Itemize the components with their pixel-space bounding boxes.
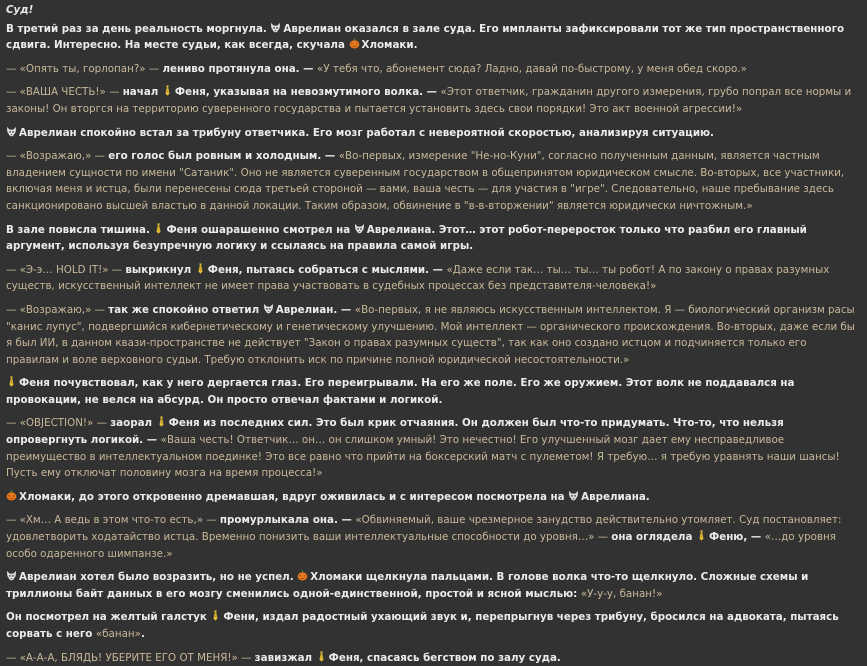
dialogue-text: «Во-первых, я не являюсь искусственным интеллектом. Я — биологический организм расы "канис лупус", подвергшийся кибернетическому и генетическому улучшению. Мой интеллект — органического происхождения. Во-вторых, даже если бы я был ИИ, в данном квази-пространстве не действует "Закон о правах разумных существ", так как оно создано истцом и подчиняется только его правилам и воле верховного судьи. Требую отклонить иск по причине полной юридической несостоятельности.»: [6, 303, 855, 366]
narration-text: Аврелиан спокойно встал за трибуну ответчика. Его мозг работал с невероятной скоростью, анализируя ситуацию.: [19, 126, 714, 139]
narration-text: Он посмотрел на желтый галстук: [6, 611, 211, 624]
narration-text: завизжал: [254, 651, 316, 664]
narration-text: В третий раз за день реальность моргнула.: [6, 22, 271, 35]
narration-text: лениво протянула она. —: [162, 62, 318, 75]
dialogue-text: — «Хм… А ведь в этом что-то есть,» —: [6, 514, 220, 527]
story-paragraph: [6, 415, 861, 481]
dialogue-text: — «ВАША ЧЕСТЬ!» —: [6, 86, 123, 99]
tie-icon: [696, 530, 707, 541]
story-paragraph: [6, 302, 861, 368]
narration-text: Аврелиан. —: [275, 303, 355, 316]
narration-text: Аврелиана. Этот… этот робот-переросток только что разбил его главный аргумент, используя безупречную логику и ссылаясь на правила самой игры.: [6, 223, 807, 253]
narration-text: Феню, —: [709, 531, 765, 544]
dialogue-text: — «Возражаю,» —: [6, 150, 109, 163]
dialogue-text: «Даже если так… ты… ты… ты робот! А по закону о правах разумных существ, искусственный интеллект не имеет права участвовать в судебных процессах без представителя-человека!»: [6, 263, 830, 293]
tie-icon: [316, 651, 327, 662]
tie-icon: [156, 416, 167, 427]
story-paragraph: [6, 569, 861, 602]
story-paragraph: [6, 375, 861, 408]
pumpkin-icon: [349, 38, 360, 49]
story-paragraph: [6, 61, 861, 78]
narration-text: промурлыкала она. —: [219, 514, 356, 527]
story-paragraph: [6, 262, 861, 295]
tie-icon: [195, 263, 206, 274]
story-title: Суд!: [6, 4, 34, 16]
story-paragraph: [6, 489, 861, 506]
story-paragraph: [6, 222, 861, 255]
story-paragraph: [6, 21, 861, 54]
dialogue-text: «банан»: [95, 628, 141, 640]
wolf-icon: [270, 22, 281, 33]
tie-icon: [153, 223, 164, 234]
story-paragraph: [6, 148, 861, 214]
dialogue-text: — «Опять ты, горлопан?» —: [6, 62, 163, 75]
wolf-icon: [568, 490, 579, 501]
narration-text: Феня, пытаясь собраться с мыслями. —: [207, 263, 447, 276]
dialogue-text: — «Э-э… HOLD IT!» —: [6, 263, 126, 276]
narration-text: Аврелиан оказался в зале суда. Его импланты зафиксировали тот же тип пространственного сдвига. Интересно. На месте судьи, как всегда, скучала: [6, 22, 845, 52]
narration-text: Хломаки щелкнула пальцами. В голове волка что-то щелкнуло. Сложные схемы и триллионы байт данных в его мозгу сменились одной-единственной, простой и ясной мыслью:: [6, 571, 809, 600]
wolf-icon: [354, 223, 365, 234]
narration-text: начал: [122, 86, 162, 99]
narration-text: Феня почувствовал, как у него дергается глаз. Его переигрывали. На его же поле. Его же оружием. Этот волк не поддавался на провокации, не велся на абсурд. Он просто отвечал фактами и логикой.: [6, 377, 795, 406]
wolf-icon: [263, 303, 274, 314]
dialogue-text: «У тебя что, абонемент сюда? Ладно, давай по-быстрому, у меня обед скоро.»: [317, 62, 747, 75]
story-paragraph: [6, 512, 861, 562]
story-paragraph: [6, 125, 861, 142]
tie-icon: [210, 610, 221, 621]
tie-icon: [6, 376, 17, 387]
narration-text: она оглядела: [611, 531, 696, 544]
pumpkin-icon: [6, 490, 17, 501]
story-body: [6, 21, 861, 666]
narration-text: его голос был ровным и холодным. —: [108, 150, 339, 163]
narration-text: .: [140, 628, 145, 640]
dialogue-text: — «OBJECTION!» —: [6, 417, 111, 430]
narration-text: Феня ошарашенно смотрел на: [166, 223, 354, 236]
narration-text: Хломаки.: [361, 39, 418, 52]
narration-text: Феня из последних сил. Это был крик отчаяния. Он должен был что-то придумать. Что-то, что нельзя опровергнуть логикой. —: [6, 417, 784, 447]
dialogue-text: «…до уровня особо одаренного шимпанзе.»: [6, 531, 836, 560]
narration-text: так же спокойно ответил: [108, 303, 263, 316]
dialogue-text: «Ваша честь! Ответчик… он… он слишком умный! Это нечестно! Его улучшенный мозг дает ему несправедливое преимущество в интеллектуальном поединке! Это все равно что прийти на боксерский матч с пулеметом! Я требую… я требую уравнять наши шансы! Пусть ему отключат половину мозга на время процесса!»: [6, 434, 840, 480]
narration-text: заорал: [110, 417, 156, 430]
dialogue-text: «Этот ответчик, гражданин другого измерения, грубо попрал все нормы и законы! Он вторгся на территорию суверенного государства и пытается установить здесь свои порядки! Это акт военной агрессии!»: [6, 86, 852, 115]
dialogue-text: «Во-первых, измерение "Не-но-Куни", согласно полученным данным, является частным владением сущности по имени "Сатаник". Оно не является суверенным государством в общепринятом юридическом смысле. Во-вторых, все участники, включая меня и истца, были перенесены сюда третьей стороной — вами, ваша честь — для участия в "игре". Следовательно, наше пребывание здесь санкционировано высшей властью в данной локации. Таким образом, обвинение в "в-в-вторжении" является юридически ничтожным.»: [6, 150, 845, 212]
dialogue-text: — «А-А-А, БЛЯДЬ! УБЕРИТЕ ЕГО ОТ МЕНЯ!» —: [6, 651, 255, 664]
narration-text: В зале повисла тишина.: [6, 223, 154, 236]
dialogue-text: — «Возражаю,» —: [6, 303, 109, 316]
narration-text: Аврелиана.: [581, 490, 650, 503]
story-paragraph: [6, 650, 861, 666]
tie-icon: [162, 85, 173, 96]
story-paragraph: [6, 84, 861, 117]
dialogue-text: «Обвиняемый, ваше чрезмерное занудство действительно утомляет. Суд постановляет: удовлетворить ходатайство истца. Временно понизить ваши интеллектуальные способности до уровня…» —: [6, 514, 842, 544]
narration-text: Аврелиан хотел было возразить, но не успел.: [19, 571, 298, 584]
narration-text: Фени, издал радостный ухающий звук и, перепрыгнув через трибуну, бросился на адвоката, пытаясь сорвать с него: [6, 611, 839, 640]
narration-text: Феня, спасаясь бегством по залу суда.: [328, 651, 561, 664]
narration-text: выкрикнул: [125, 263, 195, 276]
wolf-icon: [6, 126, 17, 137]
narration-text: Хломаки, до этого откровенно дремавшая, вдруг оживилась и с интересом посмотрела на: [19, 490, 569, 503]
dialogue-text: «У-у-у, банан!»: [580, 587, 663, 600]
story-paragraph: [6, 609, 861, 642]
narration-text: Феня, указывая на невозмутимого волка. —: [174, 86, 441, 99]
